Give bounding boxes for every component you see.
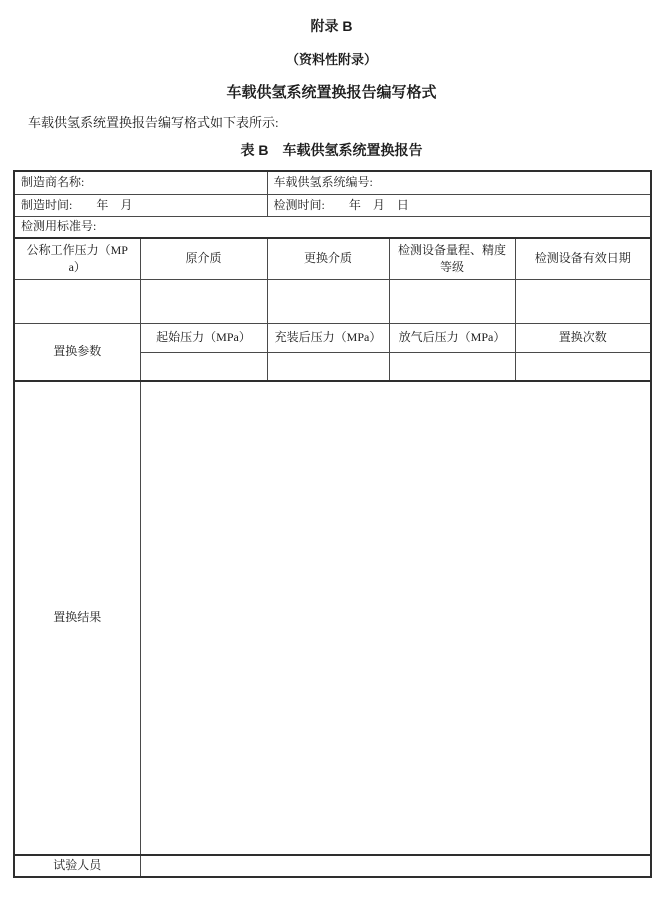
col-header-device-range-accuracy: 检测设备量程、精度等级: [389, 238, 515, 280]
replacement-result-label-cell: 置换结果: [14, 381, 140, 855]
value-cell-replacement-medium: [267, 280, 389, 324]
replacement-report-table: [13, 170, 652, 878]
value-cell-replacement-count: [515, 353, 651, 382]
param-header-replacement-count: 置换次数: [515, 324, 651, 353]
row-param-headers: [14, 324, 651, 353]
value-cell-nominal-pressure: [14, 280, 140, 324]
value-cell-after-venting-pressure: [389, 353, 515, 382]
value-cell-after-filling-pressure: [267, 353, 389, 382]
param-header-initial-pressure: 起始压力（MPa）: [140, 324, 267, 353]
appendix-type: （资料性附录）: [285, 52, 377, 67]
replacement-result-area: [140, 381, 651, 855]
row-spec-headers: [14, 238, 651, 280]
row-dates: [14, 195, 651, 217]
manufacture-date-cell: 制造时间: 年 月: [14, 195, 267, 217]
col-header-original-medium: 原介质: [140, 238, 267, 280]
col-header-replacement-medium: 更换介质: [267, 238, 389, 280]
replacement-params-label-cell: 置换参数: [14, 324, 140, 382]
tester-label-cell: 试验人员: [14, 855, 140, 877]
manufacturer-name-cell: 制造商名称:: [14, 171, 267, 195]
intro-text: 车载供氢系统置换报告编写格式如下表所示:: [28, 115, 279, 130]
tester-value-cell: [140, 855, 651, 877]
param-header-after-filling-pressure: 充装后压力（MPa）: [267, 324, 389, 353]
inspection-date-cell: 检测时间: 年 月 日: [267, 195, 651, 217]
row-tester: [14, 855, 651, 877]
row-manufacturer: [14, 171, 651, 195]
row-standard-number: [14, 217, 651, 239]
standard-number-cell: 检测用标准号:: [14, 217, 651, 239]
row-spec-values: [14, 280, 651, 324]
value-cell-original-medium: [140, 280, 267, 324]
document-page: [0, 18, 663, 878]
table-caption: 表 B 车载供氢系统置换报告: [240, 142, 423, 158]
report-format-title: 车载供氢系统置换报告编写格式: [226, 84, 437, 101]
row-replacement-result: [14, 381, 651, 855]
col-header-nominal-pressure: 公称工作压力（MPa）: [14, 238, 140, 280]
value-cell-initial-pressure: [140, 353, 267, 382]
value-cell-device-valid-date: [515, 280, 651, 324]
system-number-cell: 车载供氢系统编号:: [267, 171, 651, 195]
value-cell-device-range-accuracy: [389, 280, 515, 324]
appendix-label: 附录 B: [310, 18, 353, 34]
col-header-device-valid-date: 检测设备有效日期: [515, 238, 651, 280]
param-header-after-venting-pressure: 放气后压力（MPa）: [389, 324, 515, 353]
